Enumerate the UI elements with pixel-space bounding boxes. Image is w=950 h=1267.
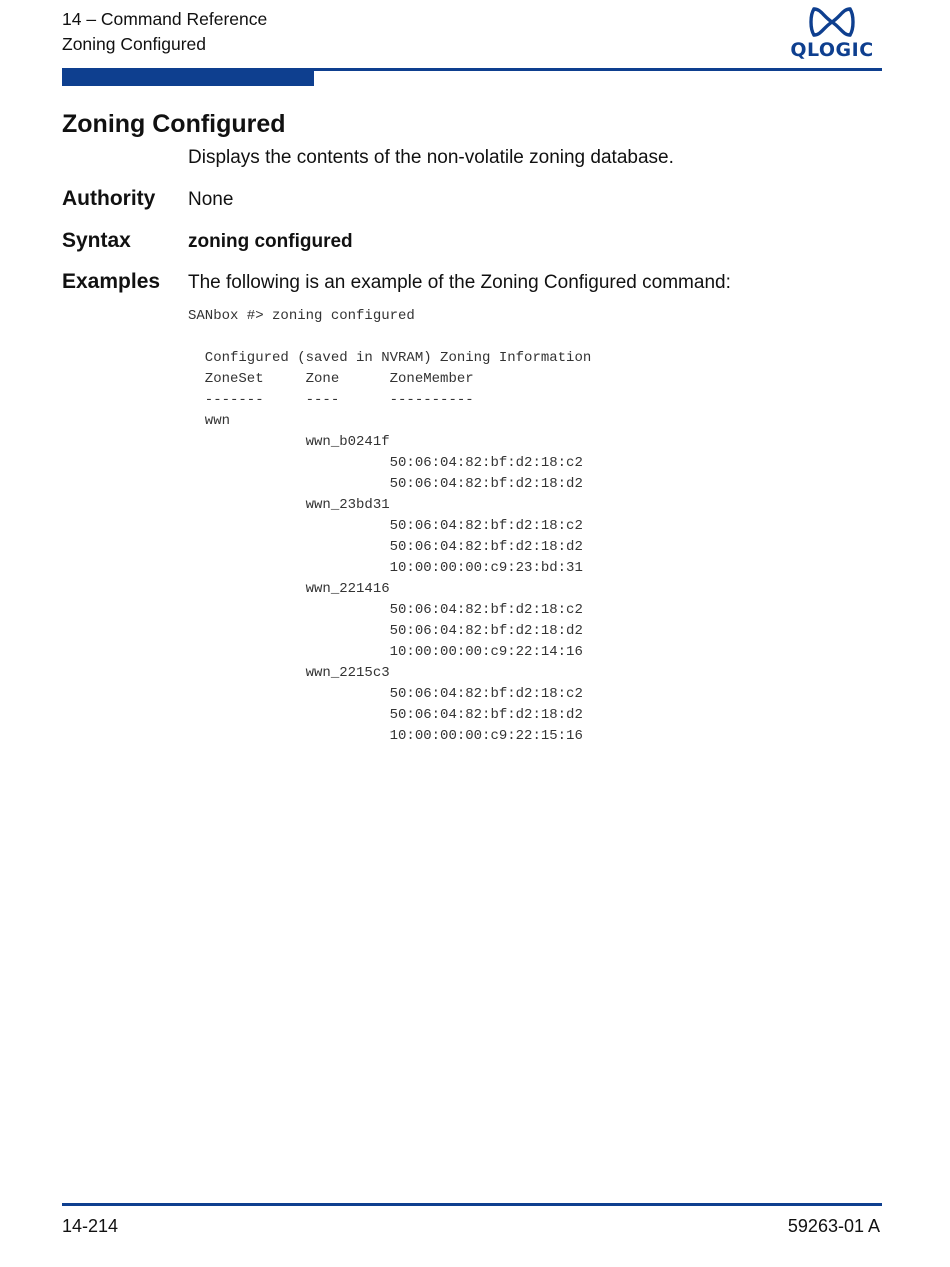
code-line: Configured (saved in NVRAM) Zoning Information [188, 350, 592, 366]
code-line: wwn_b0241f [188, 434, 390, 450]
syntax-value: zoning configured [188, 231, 353, 252]
code-line: 50:06:04:82:bf:d2:18:d2 [188, 623, 583, 639]
running-header-section: Zoning Configured [62, 34, 206, 54]
page-number: 14-214 [62, 1216, 119, 1236]
code-line: 50:06:04:82:bf:d2:18:d2 [188, 539, 583, 555]
code-line: 50:06:04:82:bf:d2:18:d2 [188, 707, 583, 723]
running-header-chapter: 14 – Command Reference [62, 9, 268, 29]
code-line: 50:06:04:82:bf:d2:18:c2 [188, 518, 583, 534]
footer-rule [62, 1203, 882, 1206]
code-example [188, 306, 591, 747]
authority-label: Authority [62, 187, 156, 210]
code-line: SANbox #> zoning configured [188, 308, 415, 324]
code-line: 10:00:00:00:c9:22:15:16 [188, 728, 583, 744]
header-rule-accent [62, 71, 314, 86]
examples-label: Examples [62, 270, 161, 293]
code-line: 50:06:04:82:bf:d2:18:c2 [188, 686, 583, 702]
code-line: 50:06:04:82:bf:d2:18:d2 [188, 476, 583, 492]
code-line: wwn_23bd31 [188, 497, 390, 513]
code-line: 50:06:04:82:bf:d2:18:c2 [188, 602, 583, 618]
qlogic-logo [786, 6, 878, 62]
code-line: ------- ---- ---------- [188, 392, 474, 408]
syntax-label: Syntax [62, 229, 131, 252]
logo-wordmark: QLOGIC [790, 39, 874, 61]
code-line: wwn_221416 [188, 581, 390, 597]
code-line: wwn [188, 413, 231, 429]
code-line: 50:06:04:82:bf:d2:18:c2 [188, 455, 583, 471]
command-description: Displays the contents of the non-volatile zoning database. [188, 147, 674, 168]
code-line: 10:00:00:00:c9:22:14:16 [188, 644, 583, 660]
code-line: 10:00:00:00:c9:23:bd:31 [188, 560, 583, 576]
code-line: wwn_2215c3 [188, 665, 390, 681]
qlogic-knot-icon [786, 6, 878, 38]
authority-value: None [188, 189, 234, 210]
document-id: 59263-01 A [787, 1216, 880, 1236]
page-title: Zoning Configured [62, 110, 286, 138]
examples-intro: The following is an example of the Zoning Configured command: [188, 272, 731, 293]
code-line: ZoneSet Zone ZoneMember [188, 371, 474, 387]
